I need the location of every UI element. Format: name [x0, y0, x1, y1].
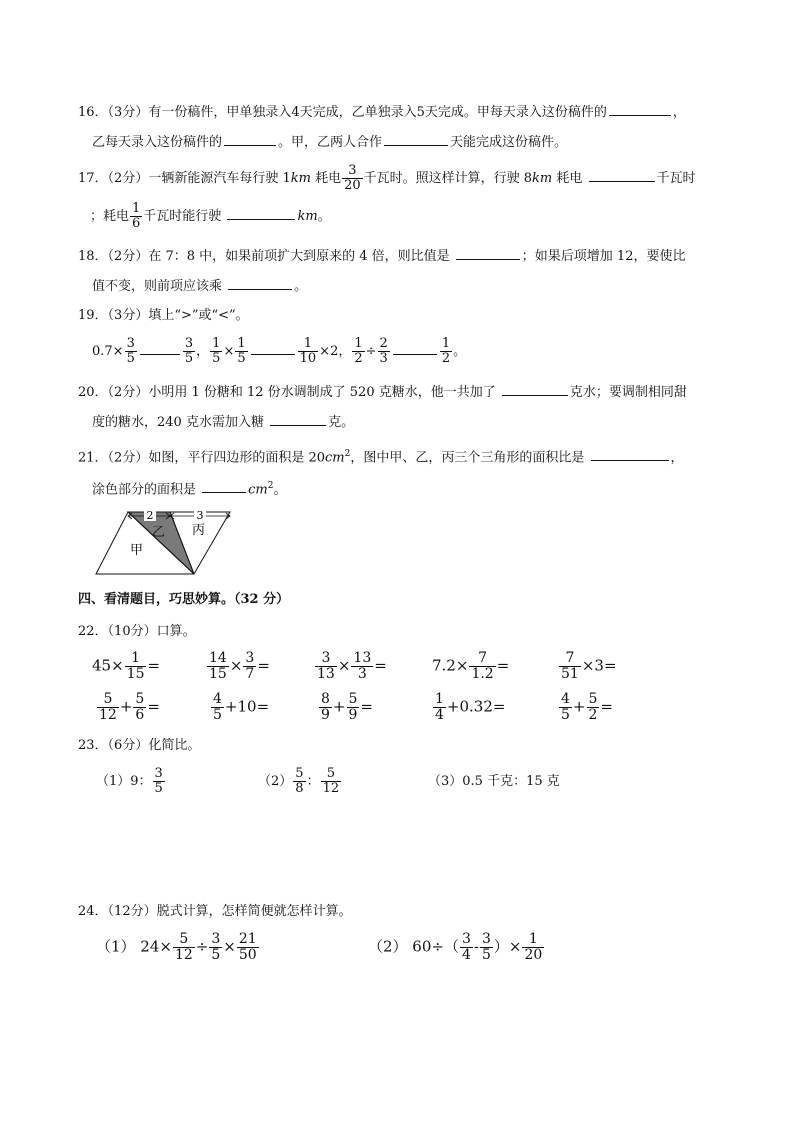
- q22-item-3: $\frac{3}{13}$ × $\frac{13}{3}$ =: [317, 650, 387, 682]
- q22-item-8: $\frac{8}{9}$ + $\frac{5}{9}$ =: [321, 691, 373, 723]
- q17-line2: ；耗电 $\frac{1}{6}$ 千瓦时能行驶 km。: [90, 201, 331, 231]
- q22-title: 22．（10分）口算。: [78, 624, 196, 639]
- q16-blank2[interactable]: [224, 132, 276, 146]
- q17-fraction: $\frac{3}{20}$: [344, 163, 361, 193]
- q22-item-4: 7.2× $\frac{7}{1.2}$ =: [432, 650, 510, 682]
- q18-line2: 值不变，则前项应该乘 。: [92, 276, 307, 297]
- q16-blank1[interactable]: [609, 102, 671, 116]
- q20-blank1[interactable]: [502, 382, 568, 396]
- q18-blank2[interactable]: [228, 276, 292, 290]
- q17-blank1[interactable]: [589, 168, 655, 182]
- q22-item-6: $\frac{5}{12}$ + $\frac{5}{6}$ =: [99, 691, 160, 723]
- label-yi: 乙: [152, 525, 166, 540]
- q18-line1: 18．（2分）在 7：8 中，如果前项扩大到原来的 4 倍，则比值是 ；如果后项增加 12，要使比: [78, 246, 685, 267]
- q19-blank1[interactable]: [140, 341, 180, 355]
- parallelogram-figure: [92, 504, 242, 580]
- q22-item-7: $\frac{4}{5}$ +10=: [213, 691, 270, 723]
- q19-title: 19．（3分）填上“>”或“<”。: [78, 308, 249, 323]
- q17-blank2[interactable]: [227, 206, 295, 220]
- q19-blank3[interactable]: [393, 341, 437, 355]
- q22-item-5: $\frac{7}{51}$ ×3=: [561, 650, 617, 682]
- q20-blank2[interactable]: [270, 412, 326, 426]
- q17-fraction2: $\frac{1}{6}$: [132, 201, 141, 231]
- q19-blank2[interactable]: [251, 341, 295, 355]
- q21-blank1[interactable]: [591, 447, 669, 461]
- section-4-heading: 四、看清题目，巧思妙算。（32 分）: [78, 592, 290, 607]
- q16-line2: 乙每天录入这份稿件的 。甲，乙两人合作 天能完成这份稿件。: [92, 132, 567, 153]
- q22-item-9: $\frac{1}{4}$ +0.32=: [435, 691, 506, 723]
- q21-line1: 21．（2分）如图，平行四边形的面积是 $20cm^2$，图中甲、乙，丙三个三角形的面积比是 ，: [78, 449, 684, 466]
- q18-blank1[interactable]: [456, 246, 520, 260]
- q22-item-1: 45× $\frac{1}{15}$ =: [92, 650, 161, 682]
- q24-title: 24．（12分）脱式计算，怎样简便就怎样计算。: [78, 904, 352, 919]
- q20-line1: 20．（2分）小明用 1 份糖和 12 份水调制成了 520 克糖水，他一共加了 克水；要调制相同甜: [78, 382, 687, 403]
- label-jia: 甲: [130, 543, 144, 558]
- label-bing: 丙: [192, 523, 206, 538]
- q24-part1: （1） 24× $\frac{5}{12}$ ÷ $\frac{3}{5}$ × $\frac{21}{50}$: [96, 931, 257, 963]
- q19-expressions: 0.7× $\frac{3}{5}$ $\frac{3}{5}$ ， $\frac{1}{5}$ × $\frac{1}{5}$ $\frac{1}{10}$ ×2， $\frac{1}{2}$ ÷ $\frac{2}{3}$ $\frac{1}{2}$ 。: [92, 336, 467, 366]
- q16-blank3[interactable]: [384, 132, 448, 146]
- q22-item-10: $\frac{4}{5}$ + $\frac{5}{2}$ =: [561, 691, 613, 723]
- q21-line2: 涂色部分的面积是 $cm^2$。: [92, 481, 287, 498]
- q20-line2: 度的糖水，240 克水需加入糖 克。: [92, 412, 354, 433]
- q22-item-2: $\frac{14}{15}$ × $\frac{3}{7}$ =: [209, 650, 270, 682]
- q23-part2: （2） $\frac{5}{8}$ ： $\frac{5}{12}$: [258, 766, 340, 796]
- label-3: 3: [196, 509, 204, 522]
- q23-part1: （1）9： $\frac{3}{5}$: [96, 766, 163, 796]
- q23-title: 23．（6分）化简比。: [78, 738, 201, 753]
- label-2: 2: [146, 509, 154, 522]
- q23-part3: （3）0.5 千克：15 克: [428, 774, 560, 789]
- q16-text: 16．（3分）有一份稿件，甲单独录入4天完成，乙单独录入5天完成。甲每天录入这份稿件的: [78, 105, 607, 120]
- q16-line1: 16．（3分）有一份稿件，甲单独录入4天完成，乙单独录入5天完成。甲每天录入这份稿件的 ，: [78, 102, 686, 123]
- q17-line1: 17．（2分）一辆新能源汽车每行驶 1km 耗电 $\frac{3}{20}$ 千瓦时。照这样计算，行驶 8km 耗电 千瓦时: [78, 163, 696, 193]
- q21-blank2[interactable]: [202, 479, 246, 493]
- q24-part2: （2） 60÷（ $\frac{3}{4}$ - $\frac{3}{5}$ ）× $\frac{1}{20}$: [368, 931, 543, 963]
